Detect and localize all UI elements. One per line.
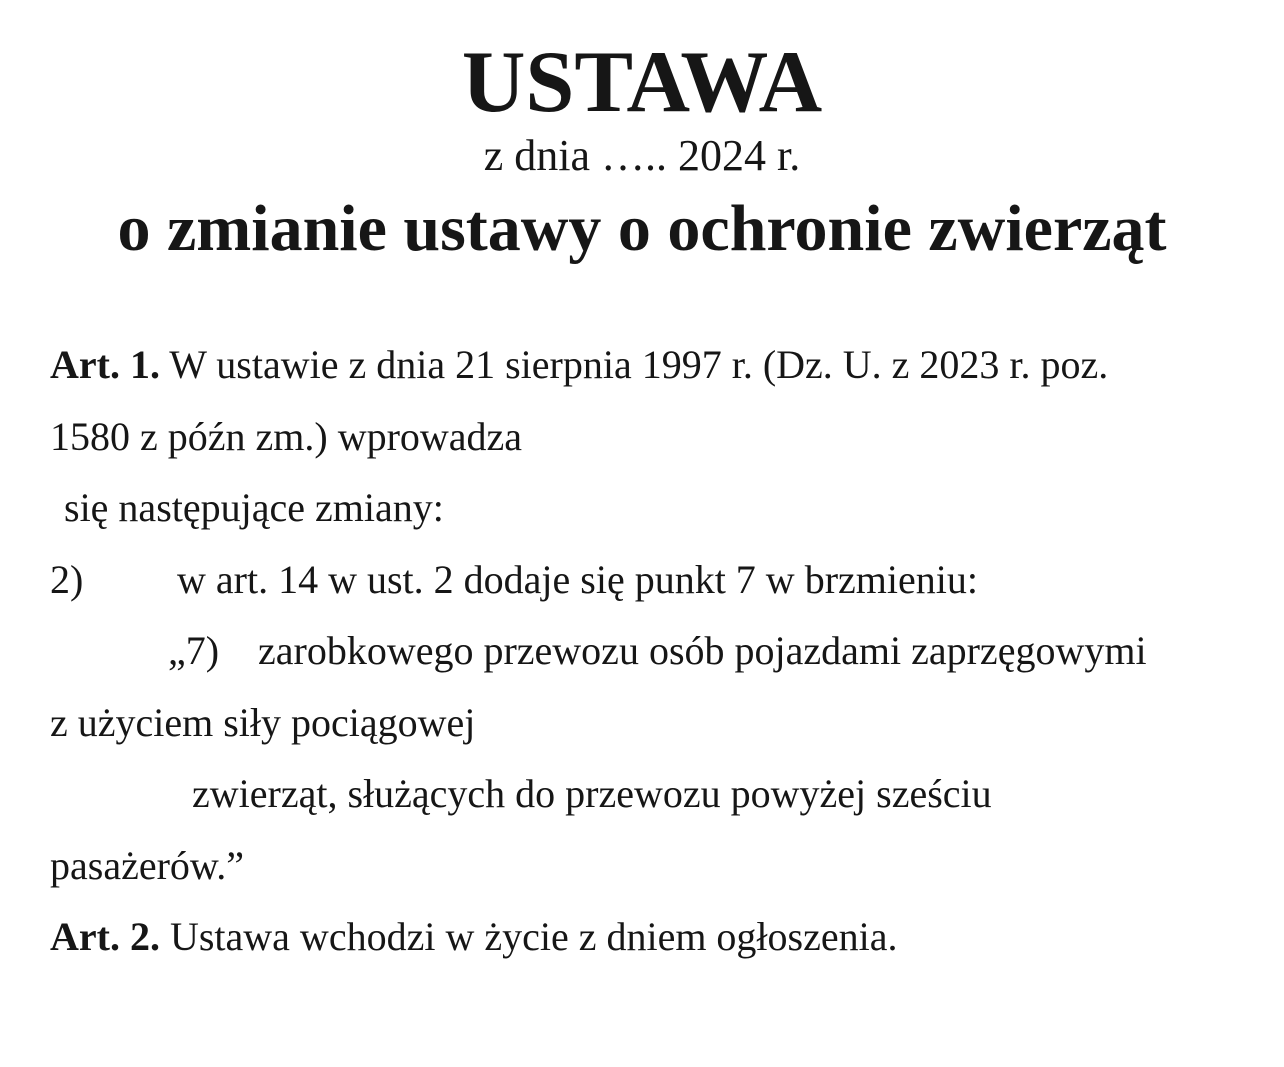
point-7-line2: z użyciem siły pociągowej [50, 699, 476, 745]
point-7-line4: pasażerów.” [50, 842, 244, 888]
point-7-line1 [50, 615, 1234, 687]
list-item-2 [50, 544, 1234, 616]
list-item-2-marker: 2) [50, 556, 84, 602]
point-7-marker: „7) [168, 628, 220, 673]
doc-date-line: z dnia ….. 2024 r. [483, 131, 801, 180]
art1-line2: 1580 z późn zm.) wprowadza [50, 413, 523, 459]
art2-line [50, 901, 1234, 973]
list-item-2-text: w art. 14 w ust. 2 dodaje się punkt 7 w brzmieniu: [177, 556, 978, 602]
art1-line1-text: W ustawie z dnia 21 sierpnia 1997 r. (Dz. U. z 2023 r. poz. [159, 342, 1109, 387]
doc-title: USTAWA [461, 34, 823, 131]
point-7-line1-text: zarobkowego przewozu osób pojazdami zaprzęgowymi [258, 628, 1147, 673]
art1-line3: się następujące zmiany: [64, 485, 444, 530]
art2-text: Ustawa wchodzi w życie z dniem ogłoszenia. [159, 914, 898, 959]
document-header [50, 34, 1234, 265]
point-7-line3: zwierząt, służących do przewozu powyżej sześciu [192, 771, 992, 816]
document-body [50, 329, 1234, 973]
art1-line1 [50, 329, 1234, 401]
doc-subtitle: o zmianie ustawy o ochronie zwierząt [117, 192, 1167, 265]
art2-label: Art. 2. [50, 914, 160, 959]
art1-label: Art. 1. [50, 342, 160, 387]
